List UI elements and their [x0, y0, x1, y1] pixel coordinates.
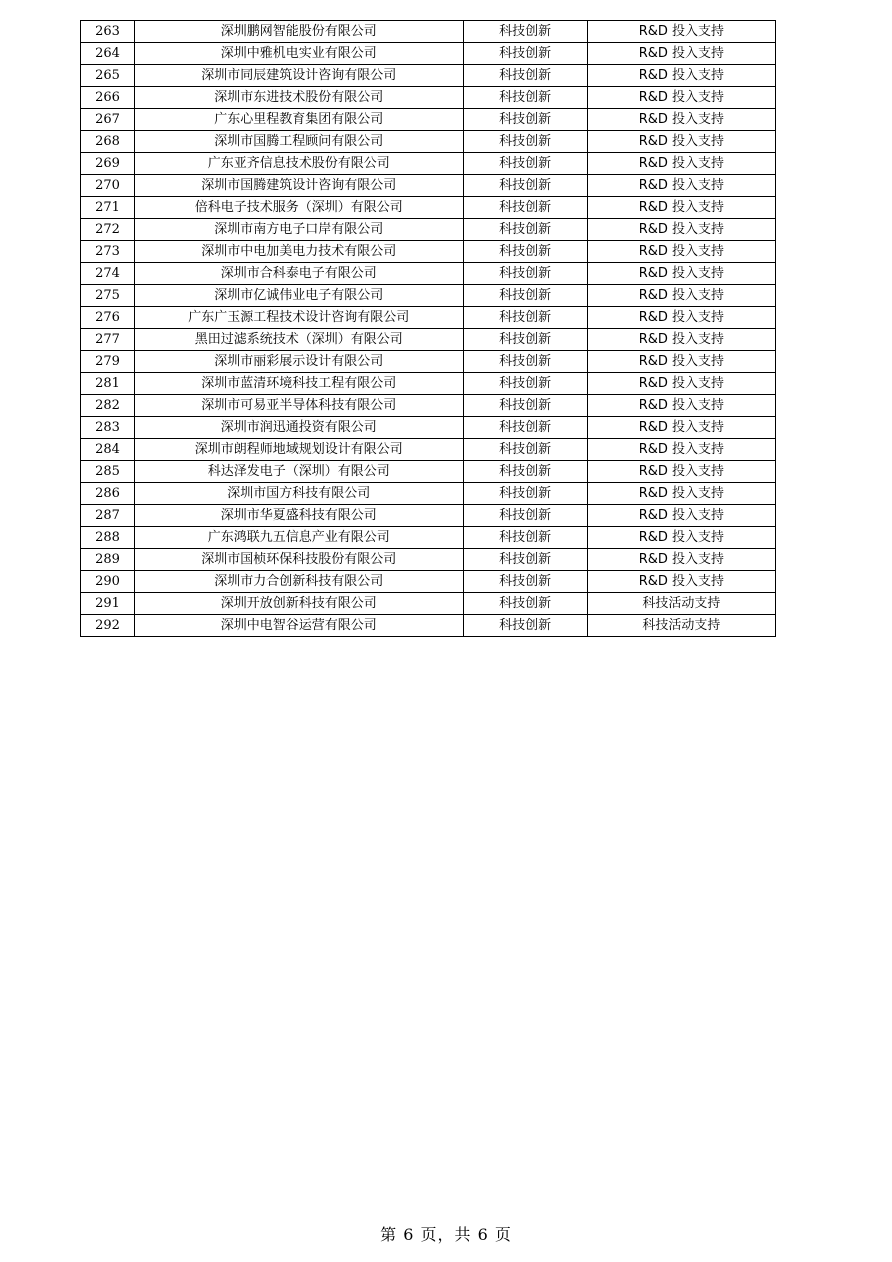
- category: 科技创新: [463, 307, 587, 329]
- category: 科技创新: [463, 505, 587, 527]
- category: 科技创新: [463, 109, 587, 131]
- company-name: 深圳市同辰建筑设计咨询有限公司: [135, 65, 463, 87]
- category: 科技创新: [463, 615, 587, 637]
- support-type: R&D 投入支持: [587, 329, 775, 351]
- company-name: 科达泽发电子（深圳）有限公司: [135, 461, 463, 483]
- support-type: R&D 投入支持: [587, 395, 775, 417]
- row-number: 270: [81, 175, 135, 197]
- table-row: [81, 417, 776, 439]
- category: 科技创新: [463, 571, 587, 593]
- table-row: [81, 131, 776, 153]
- table-row: [81, 87, 776, 109]
- page-number: 第 6 页，共 6 页: [380, 1225, 512, 1244]
- support-type: R&D 投入支持: [587, 175, 775, 197]
- company-name: 深圳市华夏盛科技有限公司: [135, 505, 463, 527]
- table-row: [81, 197, 776, 219]
- company-name: 深圳中电智谷运营有限公司: [135, 615, 463, 637]
- support-type: R&D 投入支持: [587, 109, 775, 131]
- support-type: R&D 投入支持: [587, 219, 775, 241]
- company-name: 深圳市可易亚半导体科技有限公司: [135, 395, 463, 417]
- support-type: R&D 投入支持: [587, 351, 775, 373]
- company-name: 深圳市国腾工程顾问有限公司: [135, 131, 463, 153]
- row-number: 287: [81, 505, 135, 527]
- table-row: [81, 593, 776, 615]
- support-type: R&D 投入支持: [587, 417, 775, 439]
- category: 科技创新: [463, 43, 587, 65]
- support-type: R&D 投入支持: [587, 153, 775, 175]
- category: 科技创新: [463, 197, 587, 219]
- company-name: 深圳市南方电子口岸有限公司: [135, 219, 463, 241]
- table-row: [81, 373, 776, 395]
- company-name: 深圳市中电加美电力技术有限公司: [135, 241, 463, 263]
- company-name: 深圳市蓝清环境科技工程有限公司: [135, 373, 463, 395]
- row-number: 291: [81, 593, 135, 615]
- support-type: R&D 投入支持: [587, 571, 775, 593]
- support-type: R&D 投入支持: [587, 285, 775, 307]
- company-list-table: [80, 20, 776, 637]
- category: 科技创新: [463, 461, 587, 483]
- row-number: 285: [81, 461, 135, 483]
- category: 科技创新: [463, 131, 587, 153]
- row-number: 272: [81, 219, 135, 241]
- row-number: 271: [81, 197, 135, 219]
- row-number: 267: [81, 109, 135, 131]
- table-row: [81, 527, 776, 549]
- category: 科技创新: [463, 483, 587, 505]
- company-name: 深圳市国桢环保科技股份有限公司: [135, 549, 463, 571]
- row-number: 265: [81, 65, 135, 87]
- category: 科技创新: [463, 439, 587, 461]
- company-name: 深圳市国方科技有限公司: [135, 483, 463, 505]
- row-number: 288: [81, 527, 135, 549]
- row-number: 281: [81, 373, 135, 395]
- category: 科技创新: [463, 395, 587, 417]
- table-row: [81, 395, 776, 417]
- company-name: 深圳市润迅通投资有限公司: [135, 417, 463, 439]
- company-name: 黑田过滤系统技术（深圳）有限公司: [135, 329, 463, 351]
- row-number: 289: [81, 549, 135, 571]
- table-row: [81, 571, 776, 593]
- support-type: R&D 投入支持: [587, 21, 775, 43]
- category: 科技创新: [463, 21, 587, 43]
- table-row: [81, 175, 776, 197]
- table-row: [81, 43, 776, 65]
- row-number: 275: [81, 285, 135, 307]
- table-row: [81, 329, 776, 351]
- category: 科技创新: [463, 351, 587, 373]
- support-type: R&D 投入支持: [587, 131, 775, 153]
- row-number: 276: [81, 307, 135, 329]
- company-name: 深圳市丽彩展示设计有限公司: [135, 351, 463, 373]
- row-number: 283: [81, 417, 135, 439]
- category: 科技创新: [463, 153, 587, 175]
- table-row: [81, 483, 776, 505]
- table-row: [81, 285, 776, 307]
- table-row: [81, 109, 776, 131]
- company-name: 深圳市东进技术股份有限公司: [135, 87, 463, 109]
- support-type: 科技活动支持: [587, 615, 775, 637]
- support-type: R&D 投入支持: [587, 65, 775, 87]
- support-type: R&D 投入支持: [587, 461, 775, 483]
- row-number: 286: [81, 483, 135, 505]
- category: 科技创新: [463, 285, 587, 307]
- company-name: 深圳市合科泰电子有限公司: [135, 263, 463, 285]
- table-row: [81, 351, 776, 373]
- category: 科技创新: [463, 549, 587, 571]
- row-number: 266: [81, 87, 135, 109]
- category: 科技创新: [463, 87, 587, 109]
- support-type: R&D 投入支持: [587, 439, 775, 461]
- row-number: 264: [81, 43, 135, 65]
- table-row: [81, 505, 776, 527]
- row-number: 279: [81, 351, 135, 373]
- company-name: 广东亚齐信息技术股份有限公司: [135, 153, 463, 175]
- row-number: 292: [81, 615, 135, 637]
- table-row: [81, 263, 776, 285]
- company-name: 深圳鹏网智能股份有限公司: [135, 21, 463, 43]
- category: 科技创新: [463, 373, 587, 395]
- company-name: 深圳市力合创新科技有限公司: [135, 571, 463, 593]
- row-number: 277: [81, 329, 135, 351]
- company-name: 深圳中雅机电实业有限公司: [135, 43, 463, 65]
- category: 科技创新: [463, 263, 587, 285]
- category: 科技创新: [463, 527, 587, 549]
- row-number: 263: [81, 21, 135, 43]
- table-body: [81, 21, 776, 637]
- support-type: R&D 投入支持: [587, 505, 775, 527]
- support-type: R&D 投入支持: [587, 197, 775, 219]
- table-row: [81, 219, 776, 241]
- row-number: 273: [81, 241, 135, 263]
- table-row: [81, 65, 776, 87]
- row-number: 269: [81, 153, 135, 175]
- company-name: 深圳市朗程师地域规划设计有限公司: [135, 439, 463, 461]
- table-row: [81, 461, 776, 483]
- support-type: R&D 投入支持: [587, 263, 775, 285]
- support-type: R&D 投入支持: [587, 87, 775, 109]
- support-type: R&D 投入支持: [587, 549, 775, 571]
- company-name: 深圳市亿诚伟业电子有限公司: [135, 285, 463, 307]
- category: 科技创新: [463, 593, 587, 615]
- table-row: [81, 615, 776, 637]
- support-type: R&D 投入支持: [587, 527, 775, 549]
- table-row: [81, 307, 776, 329]
- support-type: R&D 投入支持: [587, 43, 775, 65]
- support-type: 科技活动支持: [587, 593, 775, 615]
- table-row: [81, 439, 776, 461]
- category: 科技创新: [463, 219, 587, 241]
- company-name: 广东心里程教育集团有限公司: [135, 109, 463, 131]
- company-name: 深圳市国腾建筑设计咨询有限公司: [135, 175, 463, 197]
- support-type: R&D 投入支持: [587, 483, 775, 505]
- table-row: [81, 21, 776, 43]
- support-type: R&D 投入支持: [587, 373, 775, 395]
- company-name: 倍科电子技术服务（深圳）有限公司: [135, 197, 463, 219]
- company-name: 深圳开放创新科技有限公司: [135, 593, 463, 615]
- support-type: R&D 投入支持: [587, 307, 775, 329]
- row-number: 290: [81, 571, 135, 593]
- company-name: 广东广玉源工程技术设计咨询有限公司: [135, 307, 463, 329]
- row-number: 268: [81, 131, 135, 153]
- support-type: R&D 投入支持: [587, 241, 775, 263]
- category: 科技创新: [463, 329, 587, 351]
- table-row: [81, 241, 776, 263]
- category: 科技创新: [463, 417, 587, 439]
- row-number: 284: [81, 439, 135, 461]
- table-row: [81, 153, 776, 175]
- category: 科技创新: [463, 241, 587, 263]
- row-number: 274: [81, 263, 135, 285]
- company-name: 广东鸿联九五信息产业有限公司: [135, 527, 463, 549]
- row-number: 282: [81, 395, 135, 417]
- table-row: [81, 549, 776, 571]
- category: 科技创新: [463, 65, 587, 87]
- category: 科技创新: [463, 175, 587, 197]
